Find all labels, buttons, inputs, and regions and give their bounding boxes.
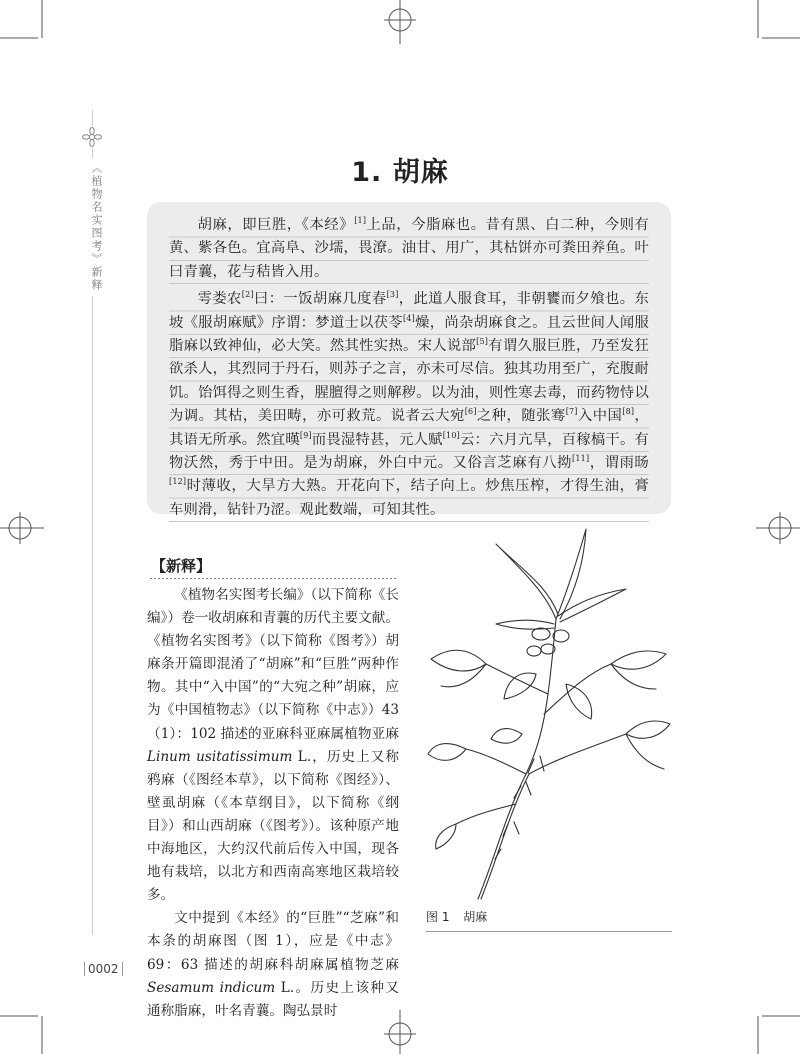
figure-caption <box>426 908 672 928</box>
footnote-marker: [1] <box>354 216 367 225</box>
commentary-body <box>147 584 399 1023</box>
source-paragraph-1 <box>169 214 649 284</box>
commentary-heading: 【新释】 <box>151 557 212 575</box>
flower-ornament-icon <box>81 126 103 148</box>
registration-mark-bottom-left <box>0 1004 60 1054</box>
footnote-marker: [7] <box>565 407 578 417</box>
text-run: 之种，随张骞 <box>476 408 566 425</box>
footnote-marker: [10] <box>442 430 460 440</box>
text-run: 时薄收，大旱方大熟。开花向下，结子向上。炒焦压榨，才得生油，膏车则滑，钻针乃涩。观此数端，可知其性。 <box>169 478 649 518</box>
text-run: L.，历史上又称鸦麻（《图经本草》，以下简称《图经》）、壁虱胡麻（《本草纲目》，以下简称《纲目》）和山西胡麻（《图考》）。该种原产地中海地区，大约汉代前后传入中国，现各地有栽培，以北方和西南高寒地区栽培较多。 <box>147 748 399 904</box>
text-run: 上品，今脂麻也。昔有黑、白二种，今则有黄、紫各色。宜高阜、沙壖，畏潦。油甘、用广，其枯饼亦可粪田养鱼。叶曰青蘘，花与秸皆入用。 <box>169 217 649 280</box>
text-run: ，谓雨旸 <box>589 455 649 472</box>
latin-name: Linum usitatissimum <box>147 748 293 765</box>
text-run: 有谓久服巨胜，乃至发狂欲杀人，其烈同于丹石，则苏子之言，亦未可尽信。独其功用至广，充腹耐饥。饴饵得之则生香，腥膻得之则解秽。以为油，则性寒去毒，而药物恃以为调。其枯，美田畴，亦可救荒。说者云大宛 <box>169 338 650 425</box>
text-run: 燥，尚杂胡麻食之。且云世间人闻服脂麻以致神仙，必大笑。然其性实热。宋人说部 <box>169 314 649 355</box>
text-run: ，其语无所承。然宜暵 <box>169 408 650 448</box>
text-run: 文中提到《本经》的“巨胜”“芝麻”和本条的胡麻图（图 1），应是《中志》69：63 描述的胡麻科胡麻属植物芝麻 <box>147 910 399 973</box>
text-run: 《植物名实图考长编》（以下简称《长编》）卷一收胡麻和青蘘的历代主要文献。《植物名实图考》（以下简称《图考》）胡麻条开篇即混淆了“胡麻”和“巨胜”两种作物。其中“入中国”的“大宛之种”胡麻，应为《中国植物志》（以下简称《中志》）43（1）：102 描述的亚麻科亚麻属植物亚麻 <box>147 587 399 742</box>
footnote-marker: [3] <box>386 290 399 300</box>
footnote-marker: [9] <box>299 430 312 440</box>
text-run: 而畏湿特甚，元人赋 <box>311 431 443 448</box>
running-header: 《植物名实图考》新释 <box>88 158 104 296</box>
text-run: L.。历史上该种又通称脂麻，叶名青蘘。陶弘景时 <box>147 979 399 1019</box>
sesame-plant-illustration <box>426 524 672 934</box>
text-run: 曰：一饭胡麻几度春 <box>253 291 387 308</box>
registration-mark-top-left <box>0 0 60 50</box>
registration-mark-top-right <box>740 0 800 50</box>
footnote-marker: [4] <box>403 313 415 323</box>
figure-name: 胡麻 <box>463 910 488 924</box>
text-run: 雩娄农 <box>197 291 242 308</box>
registration-mark-right-middle <box>750 508 800 548</box>
figure-rule <box>426 931 672 932</box>
footnote-marker: [5] <box>476 337 489 347</box>
latin-name: Sesamum indicum <box>147 979 276 996</box>
commentary-paragraph-2 <box>147 907 399 1022</box>
page-number: 0002 <box>84 962 123 976</box>
registration-mark-bottom-right <box>740 1004 800 1054</box>
text-run: ，此道人服食耳，非朝饔而夕飧也。东坡《服胡麻赋》序谓：梦道士以茯苓 <box>169 291 649 331</box>
text-run: 云：六月亢旱，百稼槁干。有物沃然，秀于中田。是为胡麻，外白中元。又俗言芝麻有八拗 <box>169 431 649 472</box>
registration-mark-top-center <box>380 0 420 50</box>
text-run: 入中国 <box>577 408 623 425</box>
footnote-marker: [6] <box>464 407 477 417</box>
footnote-marker: [12] <box>169 477 187 487</box>
chapter-title: 1. 胡麻 <box>351 157 449 188</box>
source-paragraph-2 <box>169 288 649 522</box>
figure-label: 图 1 <box>426 910 450 924</box>
text-run: 胡麻，即巨胜，《本经》 <box>197 217 355 233</box>
commentary-paragraph-1 <box>147 584 399 907</box>
registration-mark-left-middle <box>0 508 50 548</box>
footnote-marker: [8] <box>622 407 635 417</box>
heading-dotted-rule <box>150 578 398 579</box>
footnote-marker: [2] <box>241 290 254 300</box>
source-text-box <box>147 202 671 518</box>
footnote-marker: [11] <box>572 454 590 464</box>
